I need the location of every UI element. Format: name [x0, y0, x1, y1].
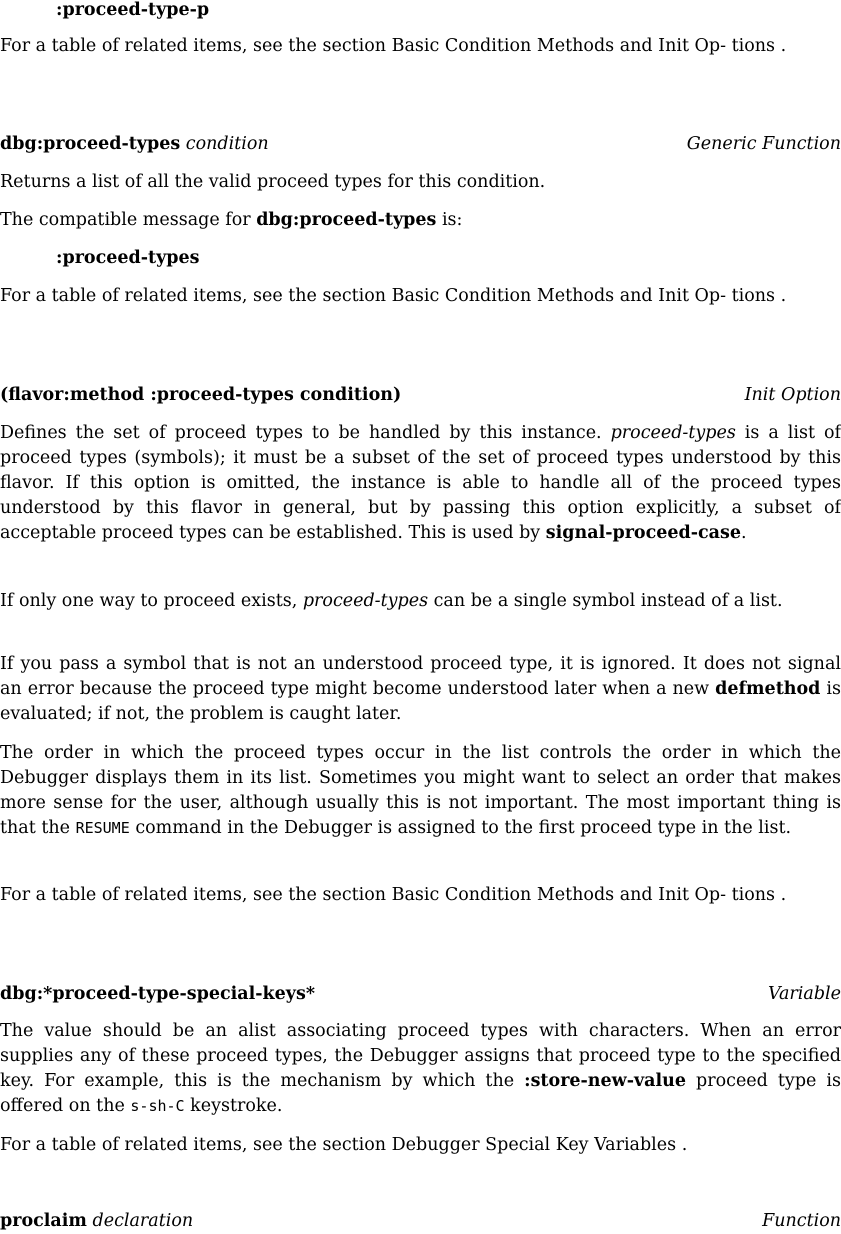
- entry-kind: Function: [762, 1211, 841, 1231]
- entry-paragraph: If only one way to proceed exists, proceed-types can be a single symbol instead of a list.: [0, 591, 783, 611]
- entry-header: [0, 981, 841, 1007]
- entry-paragraph: The order in which the proceed types occur in the list controls the order in which the Debugger displays them in its list. Sometimes you might want to select an order that makes more sense for the user, although usually this is not important. The most important thing is that the RESUME command in the Debugger is assigned to the first proceed type in the list.: [0, 743, 841, 838]
- entry-name: (flavor:method :proceed-types condition): [0, 385, 402, 405]
- see-also-text: For a table of related items, see the section Basic Condition Methods and Init Op- tions .: [0, 885, 787, 905]
- section-link[interactable]: Basic Condition Methods and Init Op- tions: [391, 885, 776, 905]
- entry-arg: condition: [185, 134, 269, 154]
- see-also-text: For a table of related items, see the section Debugger Special Key Variables .: [0, 1135, 688, 1155]
- entry-paragraph: The value should be an alist associating proceed types with characters. When an error supplies any of these proceed types, the Debugger assigns that proceed type to the specified key. For example, this is the mechanism by which the :store-new-value proceed type is offered on the s-sh-C keystroke.: [0, 1021, 841, 1116]
- section-link[interactable]: Basic Condition Methods and Init Op- tions: [391, 36, 776, 56]
- entry-header: [0, 1208, 841, 1234]
- see-also-text: For a table of related items, see the section Basic Condition Methods and Init Op- tions .: [0, 286, 787, 306]
- entry-paragraph: Defines the set of proceed types to be handled by this instance. proceed-types is a list of proceed types (symbols); it must be a subset of the set of proceed types understood by this flavor. If this option is omitted, the instance is able to handle all of the proceed types understood by this flavor in general, but by passing this option explicitly, a subset of acceptable proceed types can be established. This is used by signal-proceed-case.: [0, 423, 841, 543]
- entry-kind: Init Option: [744, 385, 841, 405]
- entry-description: Returns a list of all the valid proceed types for this condition.: [0, 172, 546, 192]
- entry-name: dbg:*proceed-type-special-keys*: [0, 984, 315, 1004]
- entry-header: [0, 131, 841, 157]
- entry-kind: Generic Function: [686, 134, 841, 154]
- compatible-message: :proceed-type-p: [56, 0, 210, 20]
- section-link[interactable]: Debugger Special Key Variables: [391, 1135, 677, 1155]
- entry-kind: Variable: [767, 984, 841, 1004]
- section-link[interactable]: Basic Condition Methods and Init Op- tions: [391, 286, 776, 306]
- compatible-message: :proceed-types: [56, 248, 200, 268]
- see-also-text: For a table of related items, see the section Basic Condition Methods and Init Op- tions .: [0, 36, 787, 56]
- entry-name: dbg:proceed-types: [0, 134, 181, 154]
- entry-name: proclaim: [0, 1211, 87, 1231]
- compat-text: The compatible message for dbg:proceed-types is:: [0, 210, 463, 230]
- entry-header: [0, 382, 841, 408]
- entry-arg: declaration: [92, 1211, 194, 1231]
- entry-paragraph: If you pass a symbol that is not an understood proceed type, it is ignored. It does not signal an error because the proceed type might become understood later when a new defmethod is evaluated; if not, the problem is caught later.: [0, 654, 841, 724]
